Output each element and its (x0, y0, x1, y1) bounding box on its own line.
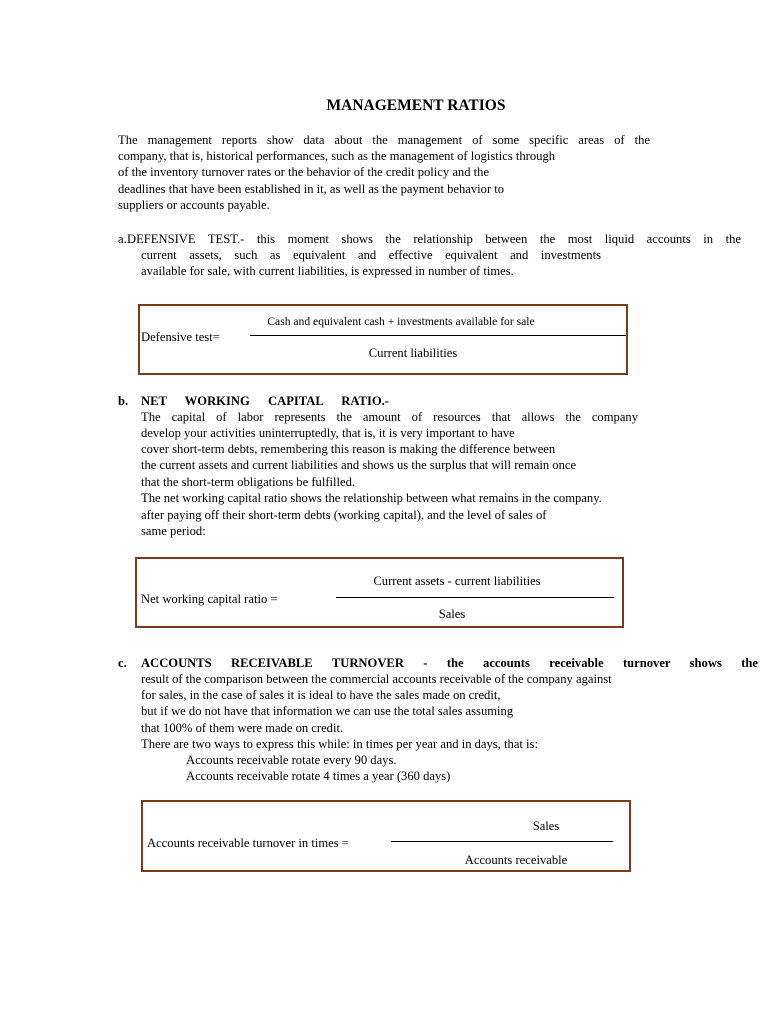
fraction-bar (391, 841, 613, 842)
section-a-line1-rest: this moment shows the relationship between the most liquid accounts in the (244, 232, 741, 246)
intro-line: of the inventory turnover rates or the behavior of the credit policy and the (118, 165, 490, 179)
section-heading: ACCOUNTS RECEIVABLE TURNOVER (141, 656, 404, 670)
section-b-line: that the short-term obligations be fulfilled. (141, 475, 356, 489)
fraction-bar (336, 597, 614, 598)
intro-line: deadlines that have been established in it, as well as the payment behavior to (118, 182, 505, 196)
section-heading: NET WORKING CAPITAL RATIO.- (141, 394, 389, 408)
fraction-bar (250, 335, 626, 336)
section-c-line: result of the comparison between the commercial accounts receivable of the company against (141, 672, 612, 686)
page-title: MANAGEMENT RATIOS (326, 97, 506, 114)
section-b-line: cover short-term debts, remembering this reason is making the difference between (141, 442, 556, 456)
intro-line: The management reports show data about the management of some specific areas of the (118, 133, 650, 147)
section-a-line: current assets, such as equivalent and effective equivalent and investments (141, 248, 601, 262)
section-marker: b. (118, 394, 129, 408)
bullet-item: Accounts receivable rotate every 90 days. (186, 753, 397, 767)
formula-numerator: Current assets - current liabilities (373, 574, 541, 588)
section-c-heading-rest: - the accounts receivable turnover shows the (423, 656, 759, 670)
defensive-test-formula-box (138, 304, 628, 375)
formula-label: Accounts receivable turnover in times = (147, 836, 349, 850)
intro-line: company, that is, historical performances, such as the management of logistics through (118, 149, 556, 163)
section-b-line: same period: (141, 524, 206, 538)
formula-numerator: Sales (532, 819, 560, 833)
section-b-line: after paying off their short-term debts (working capital), and the level of sales of (141, 508, 547, 522)
section-c-line: for sales, in the case of sales it is ideal to have the sales made on credit, (141, 688, 501, 702)
formula-label: Defensive test= (141, 330, 220, 344)
section-a-line: available for sale, with current liabilities, is expressed in number of times. (141, 264, 514, 278)
section-heading: DEFENSIVE TEST.- (127, 232, 245, 246)
formula-denominator: Current liabilities (368, 346, 458, 360)
section-c-line: that 100% of them were made on credit. (141, 721, 344, 735)
formula-denominator: Sales (438, 607, 466, 621)
section-b-line: The capital of labor represents the amount of resources that allows the company (141, 410, 638, 424)
section-a-first-line (127, 231, 741, 247)
intro-line: suppliers or accounts payable. (118, 198, 270, 212)
section-c-line: There are two ways to express this while: in times per year and in days, that is: (141, 737, 538, 751)
accounts-receivable-formula-box (141, 800, 631, 872)
formula-numerator: Cash and equivalent cash + investments available for sale (267, 315, 535, 328)
section-c-first-line (141, 655, 758, 671)
section-b-line: develop your activities uninterruptedly, that is, it is very important to have (141, 426, 515, 440)
section-marker: c. (118, 656, 127, 670)
section-marker: a. (118, 232, 127, 246)
section-c-line: but if we do not have that information we can use the total sales assuming (141, 704, 514, 718)
section-b-line: The net working capital ratio shows the relationship between what remains in the company. (141, 491, 602, 505)
net-working-capital-formula-box (135, 557, 624, 628)
formula-label: Net working capital ratio = (141, 592, 278, 606)
section-b-line: the current assets and current liabilities and shows us the surplus that will remain once (141, 458, 577, 472)
formula-denominator: Accounts receivable (464, 853, 568, 867)
bullet-item: Accounts receivable rotate 4 times a year (360 days) (186, 769, 451, 783)
